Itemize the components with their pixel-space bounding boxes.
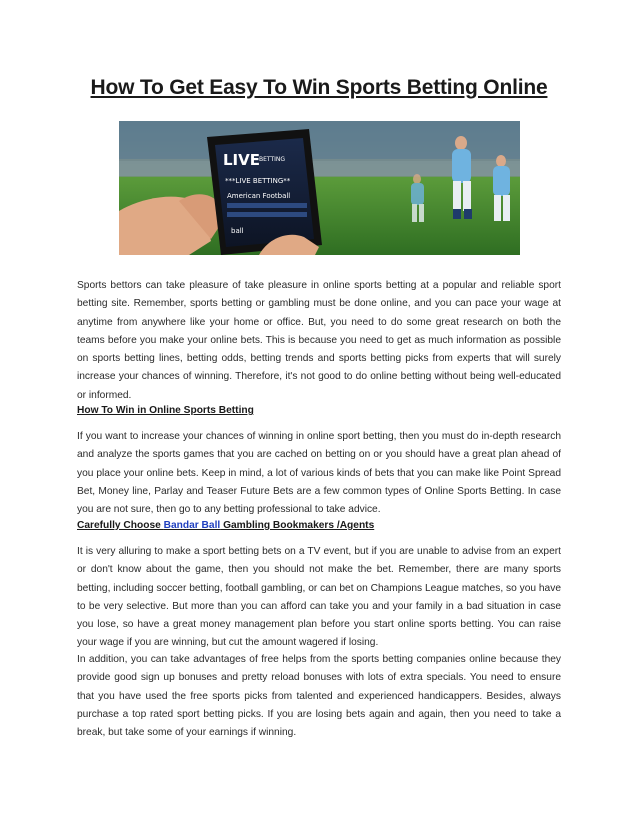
section-bookmakers-paragraph-2: In addition, you can take advantages of free helps from the sports betting companies online because they provide good sign up bonuses and pretty reload bonuses with lots of extra specials. You need to ensure that you have used the free sports picks from talented and experienced handicappers. Besides, always purchase a top rated sport betting picks. If you are losing bets again and again, then you need to take a break, but take some of your earnings if winning. [77, 654, 561, 739]
heading-prefix: Carefully Choose [77, 520, 164, 531]
page-title: How To Get Easy To Win Sports Betting Online [90, 76, 548, 99]
heading-suffix: Gambling Bookmakers /Agents [220, 520, 375, 531]
phone-menu-line1: ***LIVE BETTING** [225, 177, 291, 185]
section-heading-win: How To Win in Online Sports Betting [77, 405, 254, 416]
phone-menu-line3: ball [231, 227, 244, 235]
section-win-paragraph: If you want to increase your chances of winning in online sport betting, then you must do in-depth research and analyze the sports games that you are cached on betting on or you should have a great plan ahead of you place your online bets. Keep in mind, a lot of various kinds of bets that you can make like Point Spread Bet, Money line, Parlay and Teaser Future Bets are a few common types of Online Sports Betting. In case you are not sure, then go to any betting professional to take advice. [77, 431, 561, 516]
phone-betting-text: BETTING [259, 156, 286, 163]
phone-graphic [207, 129, 322, 255]
hero-illustration [119, 121, 520, 255]
hero-image [119, 121, 520, 255]
phone-menu-line2: American Football [227, 192, 291, 200]
intro-paragraph: Sports bettors can take pleasure of take pleasure in online sports betting at a popular and reliable sport betting site. Remember, sports betting or gambling must be done online, and you can pace your wage at anytime from anywhere like your home or office. But, you need to do some great research on both the teams before you make your online bets. This is because you need to get as much information as possible on sports betting lines, betting odds, betting trends and sports betting picks from experts that will surely increase your chances of winning. Therefore, it's not good to do online betting without being well-educated or informed. [77, 280, 561, 401]
section-heading-bookmakers [77, 520, 561, 531]
phone-live-text: LIVE [223, 151, 260, 169]
section-bookmakers-paragraph-1: It is very alluring to make a sport betting bets on a TV event, but if you are unable to advise from an expert or don't know about the game, then you should not make the bet. Remember, there are many sports betting, including soccer betting, football gambling, or can bet on Champions League matches, so you have to be very selective. But more than you can afford can take you and your family in a bad situation in case you lose, so have a great money management plan before you start online sports betting. You can raise your wage if you are winning, but cut the amount wagered if losing. [77, 546, 561, 649]
bandar-ball-link[interactable]: Bandar Ball [163, 520, 221, 531]
